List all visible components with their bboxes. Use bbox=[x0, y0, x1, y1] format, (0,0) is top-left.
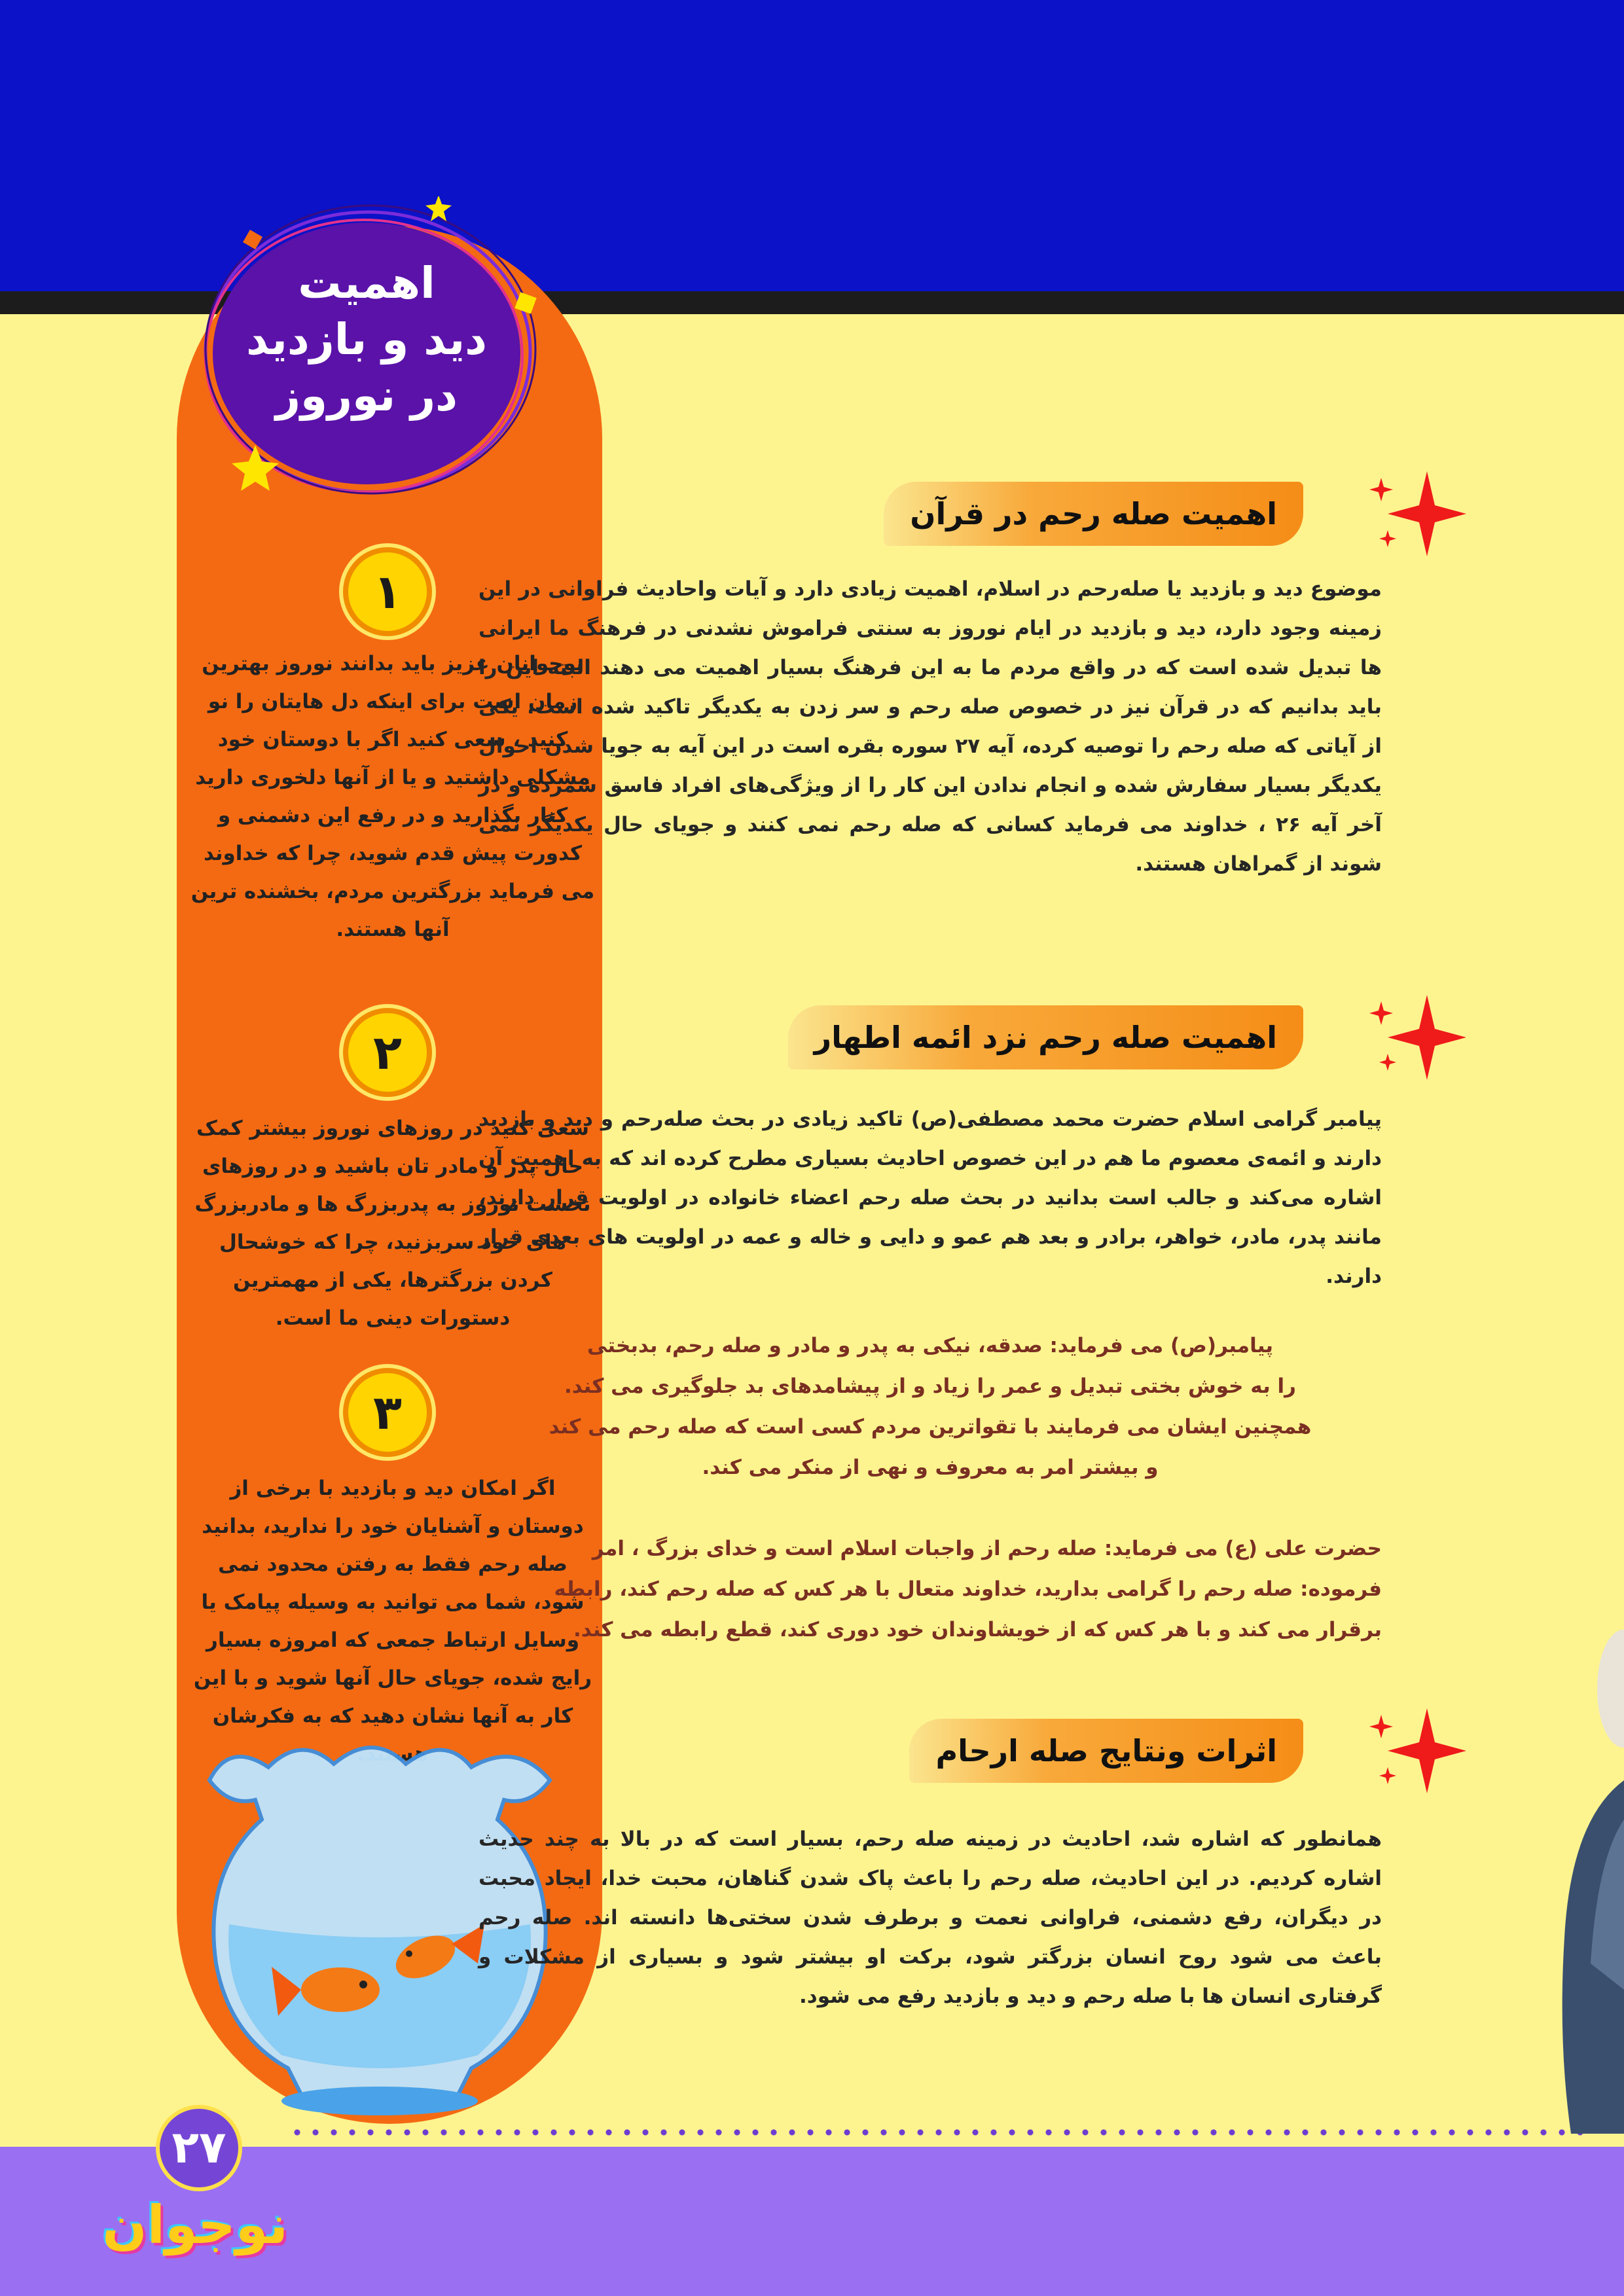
quote-ali-line-2: فرموده: صله رحم را گرامی بدارید، خداوند متعال با هر کس که صله رحم کند، رابطه bbox=[554, 1577, 1382, 1601]
quote-prophet bbox=[478, 1325, 1382, 1488]
page-number: ۲۷ bbox=[156, 2105, 242, 2191]
tip-badge-2: ۲ bbox=[343, 1008, 432, 1097]
tip-text-3: اگر امکان دید و بازدید با برخی از دوستان و آشنایان خود را ندارید، بدانید صله رحم فقط به رفتن محدود نمی شود، شما می توانید به وسیله پیامک یا وسایل ارتباط جمعی که امروزه بسیار رایج شده، جویای حال آنها شوید و با این کار به آنها نشان دهید که به فکرشان bbox=[193, 1477, 592, 1728]
section-body-imams: پیامبر گرامی اسلام حضرت محمد مصطفی(ص) تاکید زیادی در بحث صله‌رحم و دید و بازدید دارند و ائمه‌ی معصوم ما هم در این خصوص احادیث بسیاری مطرح کرده اند که به اهمیت آن اشاره می‌کند و جالب است بدانید در بحث صله رحم اعضاء خانواده در اولویت قرار دارند، مانند پدر، مادر، خواهر، برادر و بعد هم عمو و دایی و خاله و عمه در اولویت های بعدی قرار دارند. bbox=[478, 1107, 1382, 1288]
section-heading-effects: اثرات ونتایج صله ارحام bbox=[909, 1719, 1303, 1783]
title-line-2: دید و بازدید bbox=[245, 314, 488, 365]
person-photo bbox=[1545, 1623, 1624, 2134]
title-line-1: اهمیت bbox=[298, 258, 435, 308]
tip-text-1: نوجوانان عزیز باید بدانند نوروز بهترین زمان است برای اینکه دل هایتان را نو کنید ، سعی کنید اگر با دوستان خود مشکلی داشتید و یا از آنها دلخوری دارید کنار بگذارید و در رفع این دشمنی و کدورت پیش قدم شوید، چرا که خداوند می فرماید بزرگترین مردم، بخشنده ترین آنها هستند. bbox=[190, 652, 595, 941]
tip-badge-1: ۱ bbox=[343, 547, 432, 636]
sparkle-icon bbox=[1362, 1702, 1466, 1800]
section-body-effects: همانطور که اشاره شد، احادیث در زمینه صله رحم، بسیار است که در بالا به چند حدیث اشاره کردیم. در این احادیث، صله رحم را باعث پاک شدن گناهان، محبت خدا، ایجاد محبت در دیگران، رفع دشمنی، فراوانی نعمت و برطرف شدن سختی‌ها دانسته اند. صله رحم باعث می شود روح انسان بزرگتر شود، برکت او بیشتر شود و بسیاری از مشکلات و گرفتاری انسان ها با صله رحم و دید و بازدید رفع می شود. bbox=[478, 1827, 1382, 2008]
quote-ali-line-3: برقرار می کند و با هر کس که از خویشاوندان خود دوری کند، قطع رابطه می کند. bbox=[573, 1618, 1382, 1641]
section-heading-imams: اهمیت صله رحم نزد ائمه اطهار bbox=[788, 1005, 1303, 1069]
quote-prophet-line-2: را به خوش بختی تبدیل و عمر را زیاد و از پیشامدهای بد جلوگیری می کند. bbox=[564, 1374, 1297, 1398]
quote-prophet-line-1: پیامبر(ص) می فرماید: صدقه، نیکی به پدر و مادر و صله رحم، بدبختی bbox=[586, 1334, 1274, 1357]
page-title bbox=[216, 255, 517, 424]
quote-prophet-line-4: و بیشتر امر به معروف و نهی از منکر می کند. bbox=[702, 1456, 1159, 1479]
sparkle-icon bbox=[1362, 465, 1466, 563]
section-heading-quran: اهمیت صله رحم در قرآن bbox=[884, 482, 1303, 546]
magazine-logo: نوجوان bbox=[102, 2195, 288, 2255]
quote-prophet-line-3: همچنین ایشان می فرمایند با تقواترین مردم کسی است که صله رحم می کند bbox=[549, 1415, 1312, 1439]
tip-badge-3: ۳ bbox=[343, 1368, 432, 1457]
section-body-quran: موضوع دید و بازدید یا صله‌رحم در اسلام، اهمیت زیادی دارد و آیات واحادیث فراوانی در این زمینه وجود دارد، دید و بازدید در ایام نوروز به سنتی فراموش نشدنی در فرهنگ ما ایرانی ها تبدیل شده است که در واقع مردم ما به این فرهنگ بسیار اهمیت می دهند البته این را باید بدانیم که در قرآن نیز در خصوص صله رحم و سر زدن به یکدیگر تاکید شده است، یکی از آیاتی که صله رحم را توصیه کرده، آیه ۲۷ سوره بقره است در این آیه به جویا شدن احوال یکدیگر بسیار سفارش شده و انجام ندادن این کار را از ویژگی‌های افراد فاسق شمرده و در آخر آیه ۲۶ ، خداوند می فرماید کسانی که صله رحم نمی کنند و جویای حال یکدیگر نمی شوند از گمراهان هستند. bbox=[478, 577, 1382, 876]
dotted-divider bbox=[288, 2128, 1591, 2136]
quote-ali bbox=[478, 1528, 1382, 1650]
quote-ali-line-1: حضرت علی (ع) می فرماید: صله رحم از واجبات اسلام است و خدای بزرگ ، امر bbox=[592, 1537, 1382, 1560]
title-line-3: در نوروز bbox=[275, 370, 458, 421]
tip-text-2: سعی کنید در روزهای نوروز بیشتر کمک حال پدر و مادر تان باشید و در روزهای نخست نوروز به پدربزرگ ها و مادربزرگ های خود سربزنید، چرا که خوشحال کردن بزرگترها، یکی از مهمترین دستورات دینی ما است. bbox=[194, 1117, 591, 1330]
sparkle-icon bbox=[1362, 988, 1466, 1086]
